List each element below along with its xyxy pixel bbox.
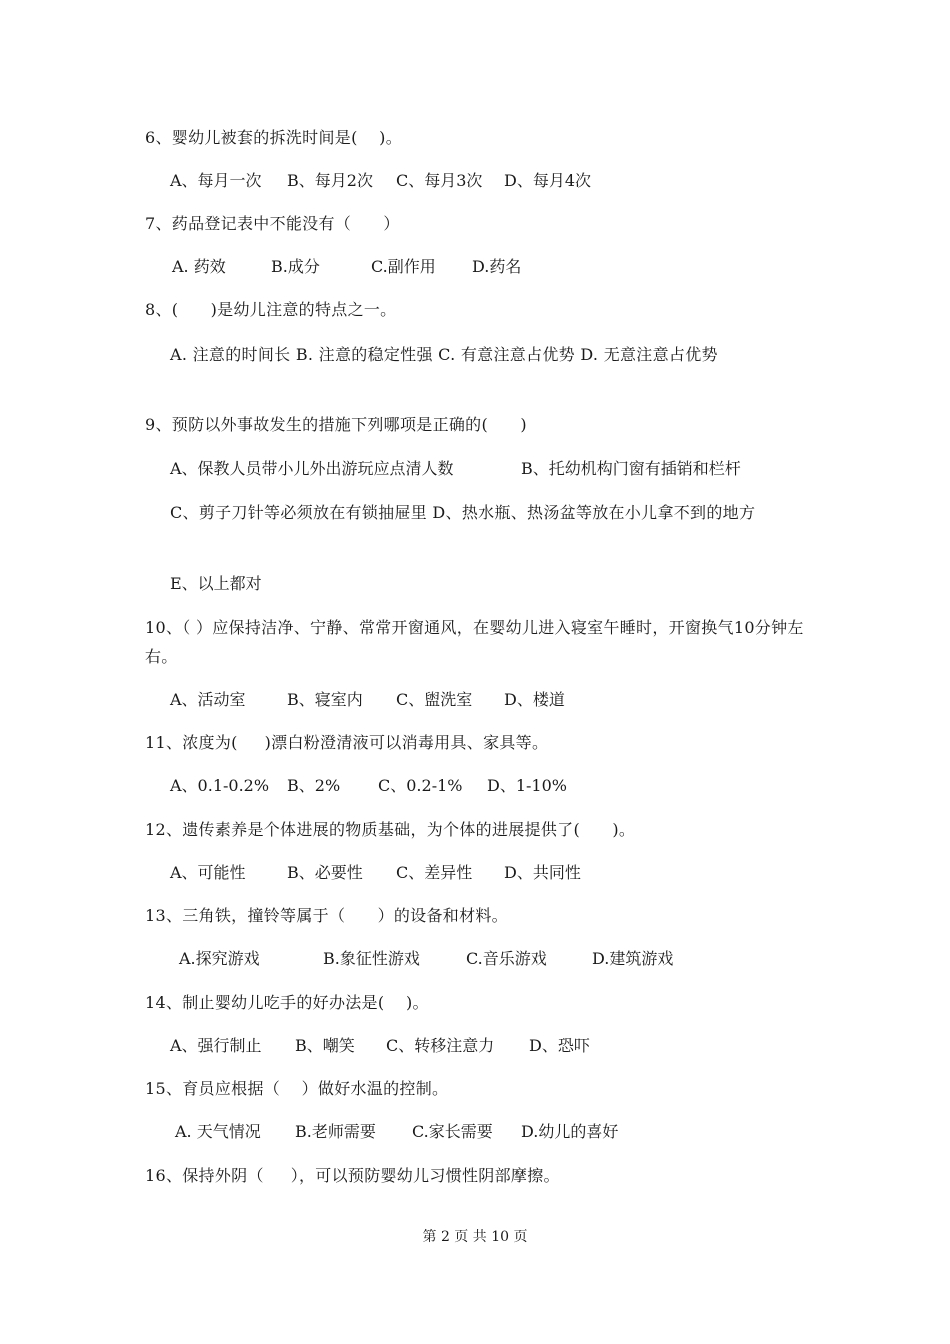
question-6-option-c: C、每月3次: [396, 171, 483, 190]
question-6-stem: 6、婴幼儿被套的拆洗时间是( )。: [145, 128, 403, 147]
question-10-option-a: A、活动室: [170, 690, 246, 709]
question-14-option-a: A、强行制止: [170, 1036, 262, 1055]
question-9-option-b: B、托幼机构门窗有插销和栏杆: [521, 459, 741, 478]
question-8-stem: 8、( )是幼儿注意的特点之一。: [145, 300, 397, 319]
question-12-option-c: C、差异性: [396, 863, 473, 882]
question-8-options: A. 注意的时间长 B. 注意的稳定性强 C. 有意注意占优势 D. 无意注意占优势: [170, 345, 718, 364]
question-14-option-d: D、恐吓: [529, 1036, 590, 1055]
question-7-option-b: B.成分: [271, 257, 320, 276]
question-9-options-cd: C、剪子刀针等必须放在有锁抽屉里 D、热水瓶、热汤盆等放在小儿拿不到的地方: [170, 503, 756, 522]
question-16-stem: 16、保持外阴（ ），可以预防婴幼儿习惯性阴部摩擦。: [145, 1166, 560, 1185]
question-13-option-b: B.象征性游戏: [323, 949, 420, 968]
question-13-option-a: A.探究游戏: [179, 949, 260, 968]
question-15-option-a: A. 天气情况: [175, 1122, 261, 1141]
question-14-option-c: C、转移注意力: [386, 1036, 495, 1055]
question-15-option-c: C.家长需要: [412, 1122, 493, 1141]
page-footer: 第 2 页 共 10 页: [422, 1229, 528, 1245]
question-12-option-a: A、可能性: [170, 863, 246, 882]
question-10-option-d: D、楼道: [504, 690, 565, 709]
question-9-stem: 9、预防以外事故发生的措施下列哪项是正确的( ): [145, 415, 527, 434]
question-11-option-c: C、0.2-1%: [378, 776, 463, 795]
question-11-option-d: D、1-10%: [487, 776, 567, 795]
question-12-option-b: B、必要性: [287, 863, 363, 882]
question-15-option-d: D.幼儿的喜好: [521, 1122, 619, 1141]
question-12-option-d: D、共同性: [504, 863, 581, 882]
question-6-option-d: D、每月4次: [504, 171, 592, 190]
question-7-option-a: A. 药效: [172, 257, 226, 276]
question-9-option-a: A、保教人员带小儿外出游玩应点清人数: [170, 459, 454, 478]
question-11-option-b: B、2%: [287, 776, 341, 795]
question-9-option-e: E、以上都对: [170, 574, 262, 593]
question-15-stem: 15、育员应根据（ ）做好水温的控制。: [145, 1079, 449, 1098]
question-7-option-c: C.副作用: [371, 257, 436, 276]
question-10-option-b: B、寝室内: [287, 690, 363, 709]
question-14-option-b: B、嘲笑: [295, 1036, 355, 1055]
question-7-stem: 7、药品登记表中不能没有（ ）: [145, 214, 400, 233]
question-15-option-b: B.老师需要: [295, 1122, 376, 1141]
question-10-stem: 10、（ ）应保持洁净、宁静、常常开窗通风，在婴幼儿进入寝室午睡时，开窗换气10分钟左右。: [145, 618, 804, 666]
question-6-option-a: A、每月一次: [170, 171, 262, 190]
question-11-option-a: A、0.1-0.2%: [170, 776, 270, 795]
question-6-option-b: B、每月2次: [287, 171, 373, 190]
question-12-stem: 12、遗传素养是个体进展的物质基础，为个体的进展提供了( )。: [145, 820, 636, 839]
question-10-option-c: C、盥洗室: [396, 690, 473, 709]
question-13-option-d: D.建筑游戏: [592, 949, 674, 968]
question-14-stem: 14、制止婴幼儿吃手的好办法是( )。: [145, 993, 429, 1012]
question-13-stem: 13、三角铁，撞铃等属于（ ）的设备和材料。: [145, 906, 508, 925]
question-13-option-c: C.音乐游戏: [466, 949, 547, 968]
question-7-option-d: D.药名: [472, 257, 522, 276]
question-11-stem: 11、浓度为( )漂白粉澄清液可以消毒用具、家具等。: [145, 733, 549, 752]
